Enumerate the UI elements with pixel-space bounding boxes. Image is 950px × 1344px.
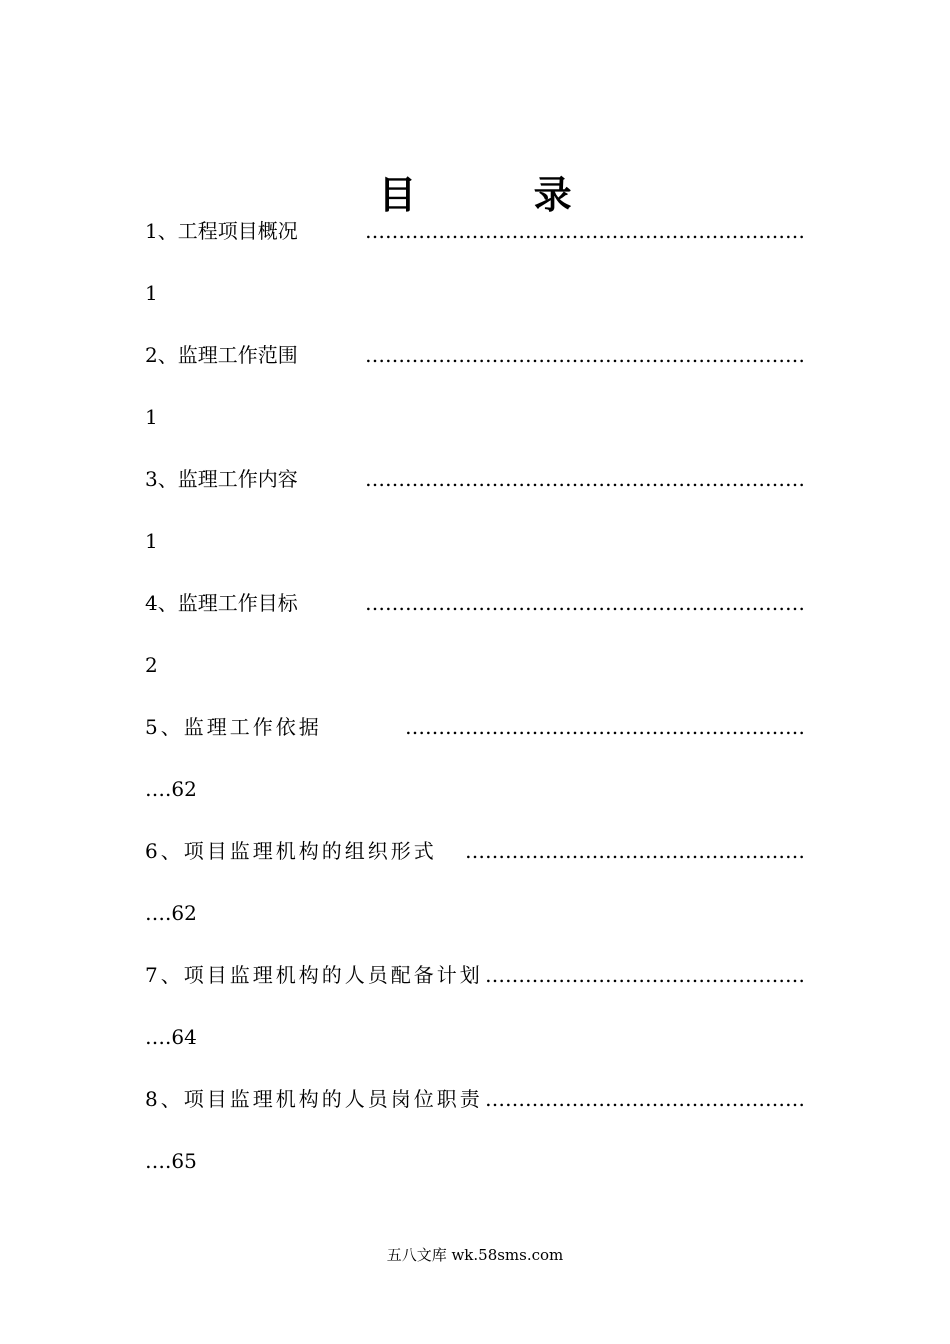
toc-entry-label: 2、监理工作范围 [145,343,298,367]
toc-leader-dots: ………………………………………… [485,1087,805,1111]
toc-entry-label-line[interactable] [145,960,805,990]
toc-leader-dots: ………………………………………………………… [365,591,805,615]
toc-leader-dots: …………………………………………………… [405,715,805,739]
toc-entry-label: 4、监理工作目标 [145,591,298,615]
toc-entry-page: 1 [145,281,158,305]
toc-entry-label-line[interactable] [145,216,805,246]
toc-entry-page: ….62 [145,777,197,801]
toc-leader-dots: ………………………………………………………… [365,219,805,243]
toc-entry-label-line[interactable] [145,712,805,742]
toc-title: 目 录 [378,172,624,217]
toc-entry-label: 3、监理工作内容 [145,467,298,491]
toc-entry-page: 1 [145,529,158,553]
toc-entry-label-line[interactable] [145,340,805,370]
toc-entry-label-line[interactable] [145,588,805,618]
toc-leader-dots: ………………………………………………………… [365,467,805,491]
toc-entry-label-line[interactable] [145,464,805,494]
toc-entry-page: ….64 [145,1025,197,1049]
toc-entry-page: ….65 [145,1149,197,1173]
page-footer[interactable]: 五八文库 wk.58sms.com [386,1246,564,1264]
toc-leader-dots: …………………………………………… [465,839,805,863]
toc-leader-dots: ………………………………………………………… [365,343,805,367]
toc-entry-label: 6、项目监理机构的组织形式 [145,839,437,863]
toc-entry-label-line[interactable] [145,1084,805,1114]
toc-entry-label: 5、监理工作依据 [145,715,322,739]
toc-entry-page: ….62 [145,901,197,925]
toc-leader-dots: ………………………………………… [485,963,805,987]
toc-entry-label: 7、项目监理机构的人员配备计划 [145,963,483,987]
toc-entry-page: 1 [145,405,158,429]
toc-entry-label-line[interactable] [145,836,805,866]
toc-entry-label: 8、项目监理机构的人员岗位职责 [145,1087,483,1111]
toc-entry-page: 2 [145,653,158,677]
toc-entry-label: 1、工程项目概况 [145,219,298,243]
